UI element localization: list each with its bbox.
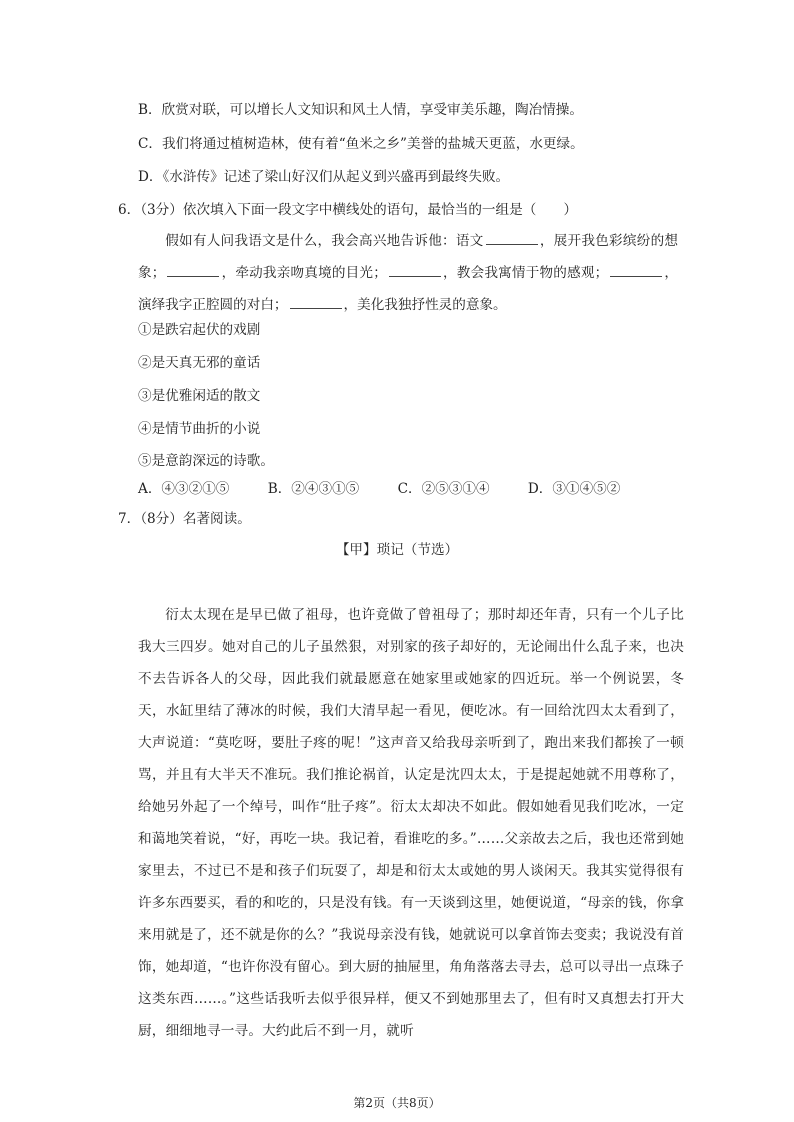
page-footer: 第2页（共8页）: [353, 1096, 441, 1110]
q6-choices: [138, 480, 654, 498]
q6-choice-c: C．②⑤③①④: [397, 481, 490, 497]
passage-text: 衍太太现在是早已做了祖母，也许竟做了曾祖母了；那时却还年青，只有一个儿子比我大三四岁。她对自己的儿子虽然狠，对别家的孩子却好的，无论闹出什么乱子来，也决不去告诉各人的父母，因此我们就最愿意在她家里或她家的四近玩。举一个例说罢，冬天，水缸里结了薄冰的时候，我们大清早起一看见，便吃冰。有一回给沈四太太看到了，大声说道：“莫吃呀，要肚子疼的呢！”这声音又给我母亲听到了，跑出来我们都挨了一顿骂，并且有大半天不准玩。我们推论祸首，认定是沈四太太，于是提起她就不用尊称了，给她另外起了一个绰号，叫作“肚子疼”。衍太太却决不如此。假如她看见我们吃冰，一定和蔼地笑着说，“好，再吃一块。我记着，看谁吃的多。”……父亲故去之后，我也还常到她家里去，不过已不是和孩子们玩耍了，却是和衍太太或她的男人谈闲天。我其实觉得很有许多东西要买，看的和吃的，只是没有钱。有一天谈到这里，她便说道，“母亲的钱，你拿来用就是了，还不就是你的么？”我说母亲没有钱，她就说可以拿首饰去变卖；我说没有首饰，她却道，“也许你没有留心。到大厨的抽屉里，角角落落去寻去，总可以寻出一点珠子这类东西……。”这些话我听去似乎很异样，便又不到她那里去了，但有时又真想去打开大厨，细细地寻一寻。大约此后不到一月，就听: [138, 607, 684, 1039]
blank-5: [290, 296, 342, 309]
q6-paragraph: [138, 225, 678, 321]
q6-seg-6: ，美化我独抒性灵的意象。: [343, 297, 507, 313]
q6-item-5: ⑤是意韵深远的诗歌。: [138, 453, 274, 469]
q6-stem: 6．（3分）依次填入下面一段文字中横线处的语句，最恰当的一组是（ ）: [118, 202, 578, 218]
blank-2: [167, 264, 219, 277]
q6-choice-a: A．④③②①⑤: [138, 481, 230, 497]
q6-seg-2: ，展开我色彩缤纷的想象；: [138, 233, 679, 281]
q7-stem: 7．（8分）名著阅读。: [118, 511, 251, 527]
passage-title: 【甲】琐记（节选）: [335, 542, 459, 558]
blank-1: [486, 232, 538, 245]
q6-item-2: ②是天真无邪的童话: [138, 355, 261, 371]
q5-option-c: C．我们将通过植树造林，使有着“鱼米之乡”美誉的盐城天更蓝，水更绿。: [138, 136, 584, 152]
q5-option-d: D．《水浒传》记述了梁山好汉们从起义到兴盛再到最终失败。: [138, 169, 510, 185]
q6-seg-1: 假如有人问我语文是什么，我会高兴地告诉他：语文: [165, 233, 484, 249]
blank-3: [389, 264, 441, 277]
q6-item-1: ①是跌宕起伏的戏剧: [138, 322, 261, 338]
blank-4: [610, 264, 662, 277]
q6-seg-3: ，牵动我亲吻真境的目光；: [221, 265, 387, 281]
q6-choice-b: B．②④③①⑤: [267, 481, 360, 497]
q5-option-b: B．欣赏对联，可以增长人文知识和风土人情，享受审美乐趣，陶冶情操。: [138, 102, 583, 118]
q6-seg-5: ，演绎我字正腔圆的对白；: [138, 265, 679, 313]
q6-item-3: ③是优雅闲适的散文: [138, 388, 261, 404]
q6-item-4: ④是情节曲折的小说: [138, 421, 261, 437]
q6-choice-d: D．③①④⑤②: [527, 481, 621, 497]
q6-seg-4: ，教会我寓情于物的感观；: [442, 265, 609, 281]
